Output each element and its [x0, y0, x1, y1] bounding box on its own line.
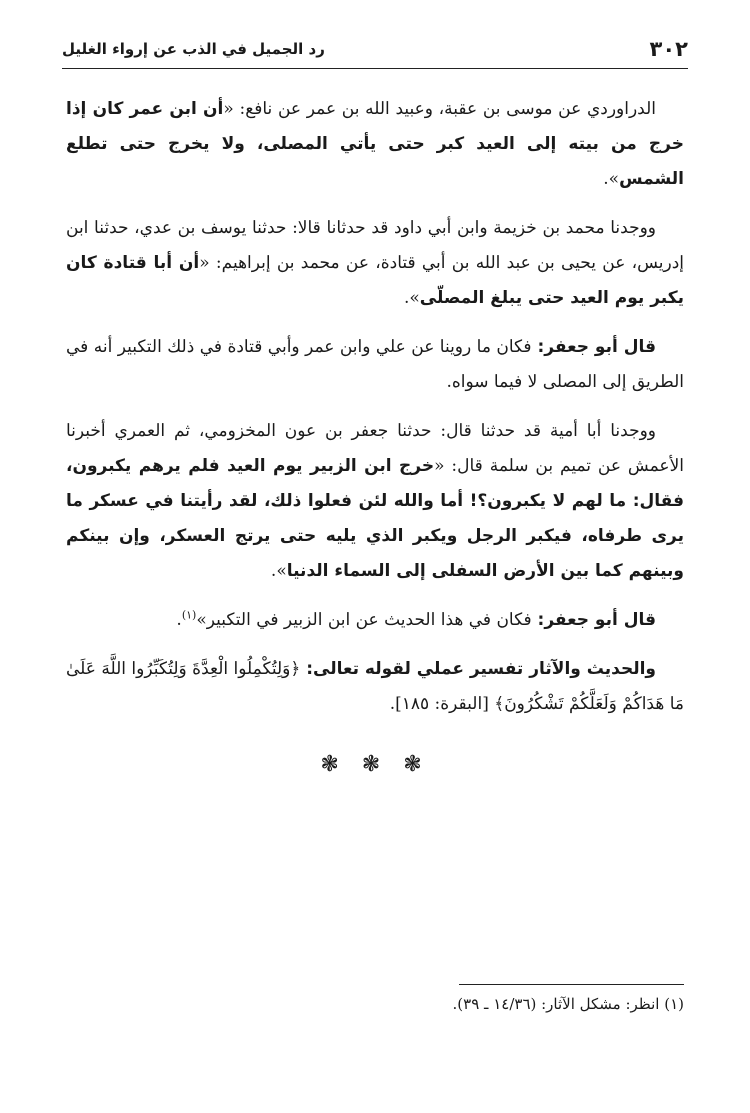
text-run: ».	[270, 561, 287, 581]
bold-text: أن ابن عمر كان إذا خرج من بيته إلى العيد كبر حتى يأتي المصلى، ولا يخرج حتى تطلع الشمس	[66, 99, 684, 189]
text-run: ووجدنا محمد بن خزيمة وابن أبي داود قد حدثانا قالا: حدثنا يوسف بن عدي، حدثنا ابن إدريس، عن يحيى بن عبد الله بن أبي قتادة، عن محمد بن إبراهيم: «	[66, 218, 684, 273]
footnote-rule	[459, 984, 684, 985]
text-run: .	[176, 610, 182, 630]
bold-text: قال أبو جعفر:	[531, 337, 656, 357]
body-text	[66, 92, 684, 736]
page-number: ٣٠٢	[649, 37, 688, 61]
text-run: فكان في هذا الحديث عن ابن الزبير في التكبير»	[196, 610, 532, 630]
paragraph-p4	[66, 414, 684, 589]
text-run: [البقرة: ١٨٥].	[389, 694, 495, 714]
section-separator: ❃ ❃ ❃	[320, 752, 430, 777]
paragraph-p6	[66, 652, 684, 722]
paragraph-p2	[66, 211, 684, 316]
text-run: الدراوردي عن موسى بن عقبة، وعبيد الله بن عمر عن نافع: «	[223, 99, 656, 119]
text-run: ».	[403, 288, 420, 308]
paragraph-p1	[66, 92, 684, 197]
bold-text: قال أبو جعفر:	[531, 610, 656, 630]
text-run: فكان ما روينا عن علي وابن عمر وأبي قتادة في ذلك التكبير أنه في الطريق إلى المصلى لا فيما سواه.	[66, 337, 684, 392]
footnote-ref: (١)	[181, 608, 197, 622]
quran-verse: ﴿وَلِتُكْمِلُوا الْعِدَّةَ وَلِتُكَبِّرُوا اللَّهَ عَلَىٰ مَا هَدَاكُمْ وَلَعَلَّكُمْ تَشْكُرُونَ﴾	[66, 659, 684, 714]
bold-text: والحديث والآثار تفسير عملي لقوله تعالى:	[300, 659, 656, 679]
text-run: ووجدنا أبا أمية قد حدثنا قال: حدثنا جعفر بن عون المخزومي، ثم العمري أخبرنا الأعمش عن تميم بن سلمة قال: «	[66, 421, 684, 476]
header-rule	[62, 68, 688, 69]
bold-text: أن أبا قتادة كان يكبر يوم العيد حتى يبلغ المصلّى	[66, 253, 684, 308]
paragraph-p5	[66, 603, 684, 638]
bold-text: خرج ابن الزبير يوم العيد فلم يرهم يكبرون، فقال: ما لهم لا يكبرون؟! أما والله لئن فعلوا ذلك، لقد رأيتنا في عسكر ما يرى طرفاه، فيكبر الرجل ويكبر الذي يليه حتى يرتج العسكر، وإن بينكم وبينهم كما بين الأرض السفلى إلى السماء الدنيا	[66, 456, 684, 581]
paragraph-p3	[66, 330, 684, 400]
text-run: ».	[603, 169, 620, 189]
footnote: (١) انظر: مشكل الآثار: (١٤/٣٦ ـ ٣٩).	[452, 995, 684, 1013]
running-title: رد الجميل في الذب عن إرواء الغليل	[62, 40, 325, 58]
page-header	[62, 34, 688, 64]
